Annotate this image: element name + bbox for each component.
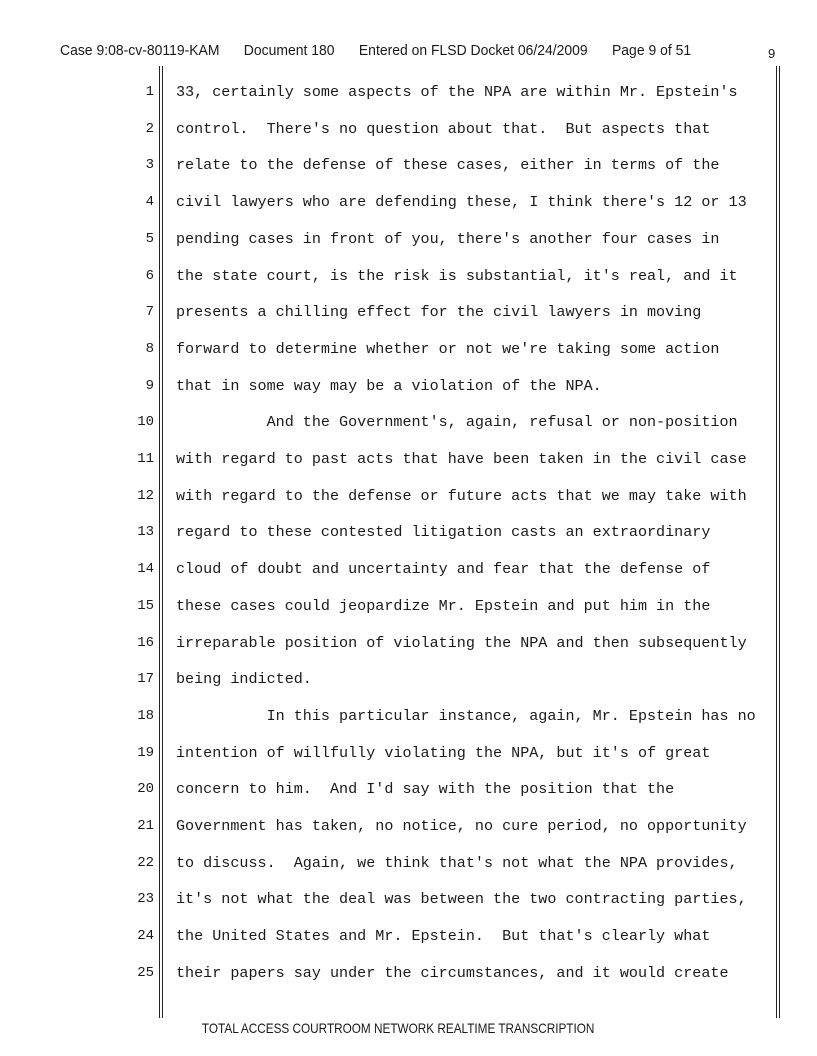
line-number: 21 — [137, 818, 154, 834]
line-number: 19 — [137, 744, 154, 761]
left-margin-rule — [159, 66, 163, 1018]
entered-date: Entered on FLSD Docket 06/24/2009 — [358, 42, 588, 59]
transcript-line: the state court, is the risk is substantial, it's real, and it — [176, 266, 738, 285]
line-number: 7 — [145, 304, 154, 321]
line-number: 8 — [145, 340, 154, 357]
footer: TOTAL ACCESS COURTROOM NETWORK REALTIME TRANSCRIPTION — [201, 1020, 595, 1036]
line-number: 1 — [145, 84, 154, 100]
line-number: 3 — [145, 157, 154, 174]
transcript-line: concern to him. And I'd say with the position that the — [176, 780, 675, 799]
line-number: 5 — [145, 230, 154, 247]
line-number: 25 — [137, 964, 154, 981]
transcript-line: Government has taken, no notice, no cure period, no opportunity — [176, 817, 747, 835]
transcript-line: intention of willfully violating the NPA, but it's of great — [176, 743, 711, 762]
line-number: 24 — [137, 928, 154, 945]
transcript-line: irreparable position of violating the NPA and then subsequently — [176, 633, 747, 652]
line-number: 15 — [137, 597, 154, 614]
transcript-line: with regard to the defense or future acts that we may take with — [176, 486, 747, 505]
transcript-line: it's not what the deal was between the two contracting parties, — [176, 890, 747, 909]
line-number: 4 — [145, 194, 154, 211]
transcript-line: civil lawyers who are defending these, I think there's 12 or 13 — [176, 193, 747, 212]
transcript-line: pending cases in front of you, there's another four cases in — [176, 229, 720, 248]
line-number: 22 — [137, 854, 154, 871]
document-number: Document 180 — [243, 42, 335, 59]
docket-header — [60, 42, 712, 59]
transcript-line: 33, certainly some aspects of the NPA are within Mr. Epstein's — [176, 83, 738, 101]
transcript-line: these cases could jeopardize Mr. Epstein and put him in the — [176, 596, 711, 615]
line-number: 14 — [137, 561, 154, 578]
line-number: 9 — [145, 377, 154, 394]
transcript-line: relate to the defense of these cases, either in terms of the — [176, 156, 720, 175]
line-number: 18 — [137, 707, 154, 724]
transcript-line: cloud of doubt and uncertainty and fear that the defense of — [176, 560, 711, 579]
transcript-line: being indicted. — [176, 670, 312, 689]
line-number: 16 — [137, 634, 154, 651]
line-number: 23 — [137, 891, 154, 908]
transcript-line: the United States and Mr. Epstein. But that's clearly what — [176, 927, 711, 946]
transcript-line: with regard to past acts that have been taken in the civil case — [176, 450, 747, 468]
page-indicator: Page 9 of 51 — [611, 42, 692, 59]
transcript-line: control. There's no question about that. But aspects that — [176, 119, 711, 138]
line-number: 20 — [137, 781, 154, 798]
case-number: Case 9:08-cv-80119-KAM — [60, 42, 220, 59]
transcript-page-number: 9 — [768, 46, 776, 61]
transcript-line: forward to determine whether or not we're taking some action — [176, 339, 720, 358]
line-number: 11 — [137, 451, 154, 467]
line-number: 2 — [145, 120, 154, 137]
line-number: 12 — [137, 487, 154, 504]
transcript-line: their papers say under the circumstances, and it would create — [176, 963, 729, 982]
transcript-line: to discuss. Again, we think that's not what the NPA provides, — [176, 853, 738, 872]
line-number: 10 — [137, 414, 154, 431]
transcript-line: presents a chilling effect for the civil lawyers in moving — [176, 303, 702, 322]
line-number: 17 — [137, 671, 154, 688]
right-margin-rule — [776, 66, 780, 1018]
transcript-line: regard to these contested litigation casts an extraordinary — [176, 523, 711, 542]
line-number: 13 — [137, 524, 154, 541]
line-number: 6 — [145, 267, 154, 284]
transcript-line: that in some way may be a violation of the NPA. — [176, 376, 602, 395]
transcript-line: In this particular instance, again, Mr. Epstein has no — [176, 706, 756, 725]
transcript-line: And the Government's, again, refusal or non-position — [176, 413, 738, 432]
